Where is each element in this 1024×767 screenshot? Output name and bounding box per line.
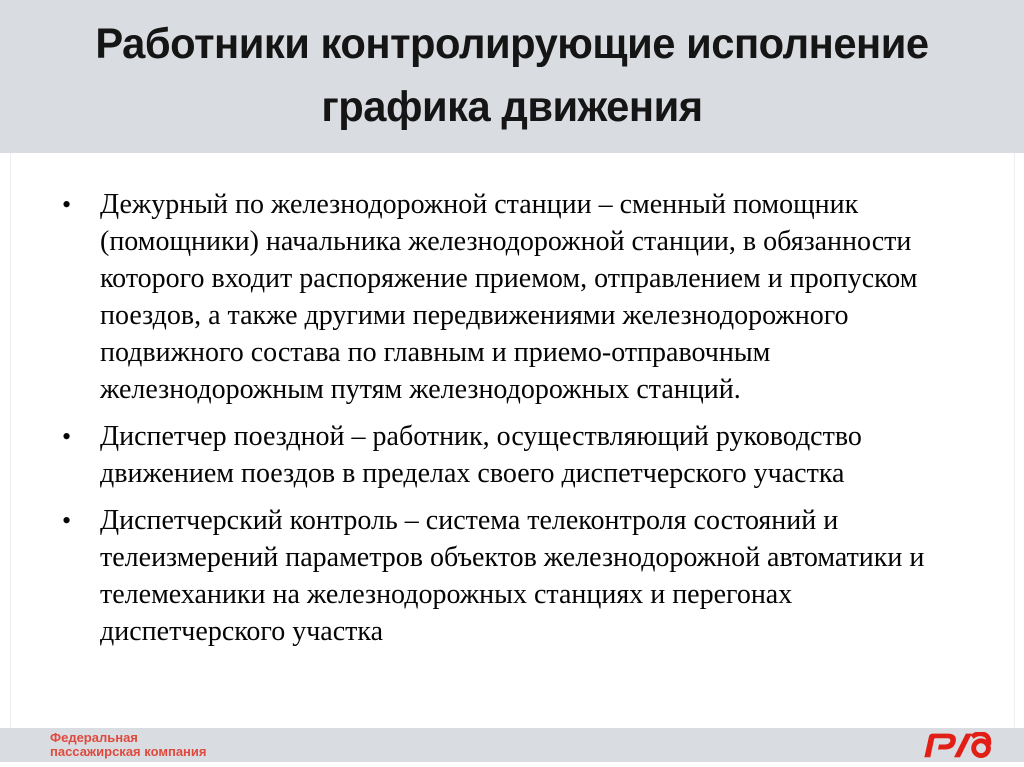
bullet-item-train-dispatcher: • Диспетчер поездной – работник, осуществляющий руководство движением поездов в пределах своего диспетчерского участка	[62, 418, 966, 492]
right-edge-divider	[1014, 153, 1015, 728]
company-name-line-2: пассажирская компания	[50, 744, 207, 759]
rzd-logo-icon	[920, 732, 998, 759]
title-band	[0, 0, 1024, 153]
company-name-line-1: Федеральная	[50, 730, 138, 745]
left-edge-divider	[10, 153, 11, 728]
rzd-logo-svg	[920, 732, 998, 759]
slide-body	[0, 153, 1024, 728]
company-name	[50, 731, 206, 759]
bullet-item-dispatcher-control: • Диспетчерский контроль – система телеконтроля состояний и телеизмерений параметров объектов железнодорожной автоматики и телемеханики на железнодорожных станциях и перегонах диспетчерского участка	[62, 502, 966, 650]
footer-band	[0, 728, 1024, 762]
bullet-list	[0, 153, 1024, 650]
bullet-item-duty-officer: • Дежурный по железнодорожной станции – сменный помощник (помощники) начальника железнодорожной станции, в обязанности которого входит распоряжение приемом, отправлением и пропуском поездов, а также другими передвижениями железнодорожного подвижного состава по главным и приемо-отправочным железнодорожным путям железнодорожных станций.	[62, 186, 966, 408]
page-title-line-2: графика движения	[321, 83, 703, 131]
page-title	[15, 0, 1008, 139]
page-title-line-1: Работники контролирующие исполнение	[95, 20, 929, 68]
